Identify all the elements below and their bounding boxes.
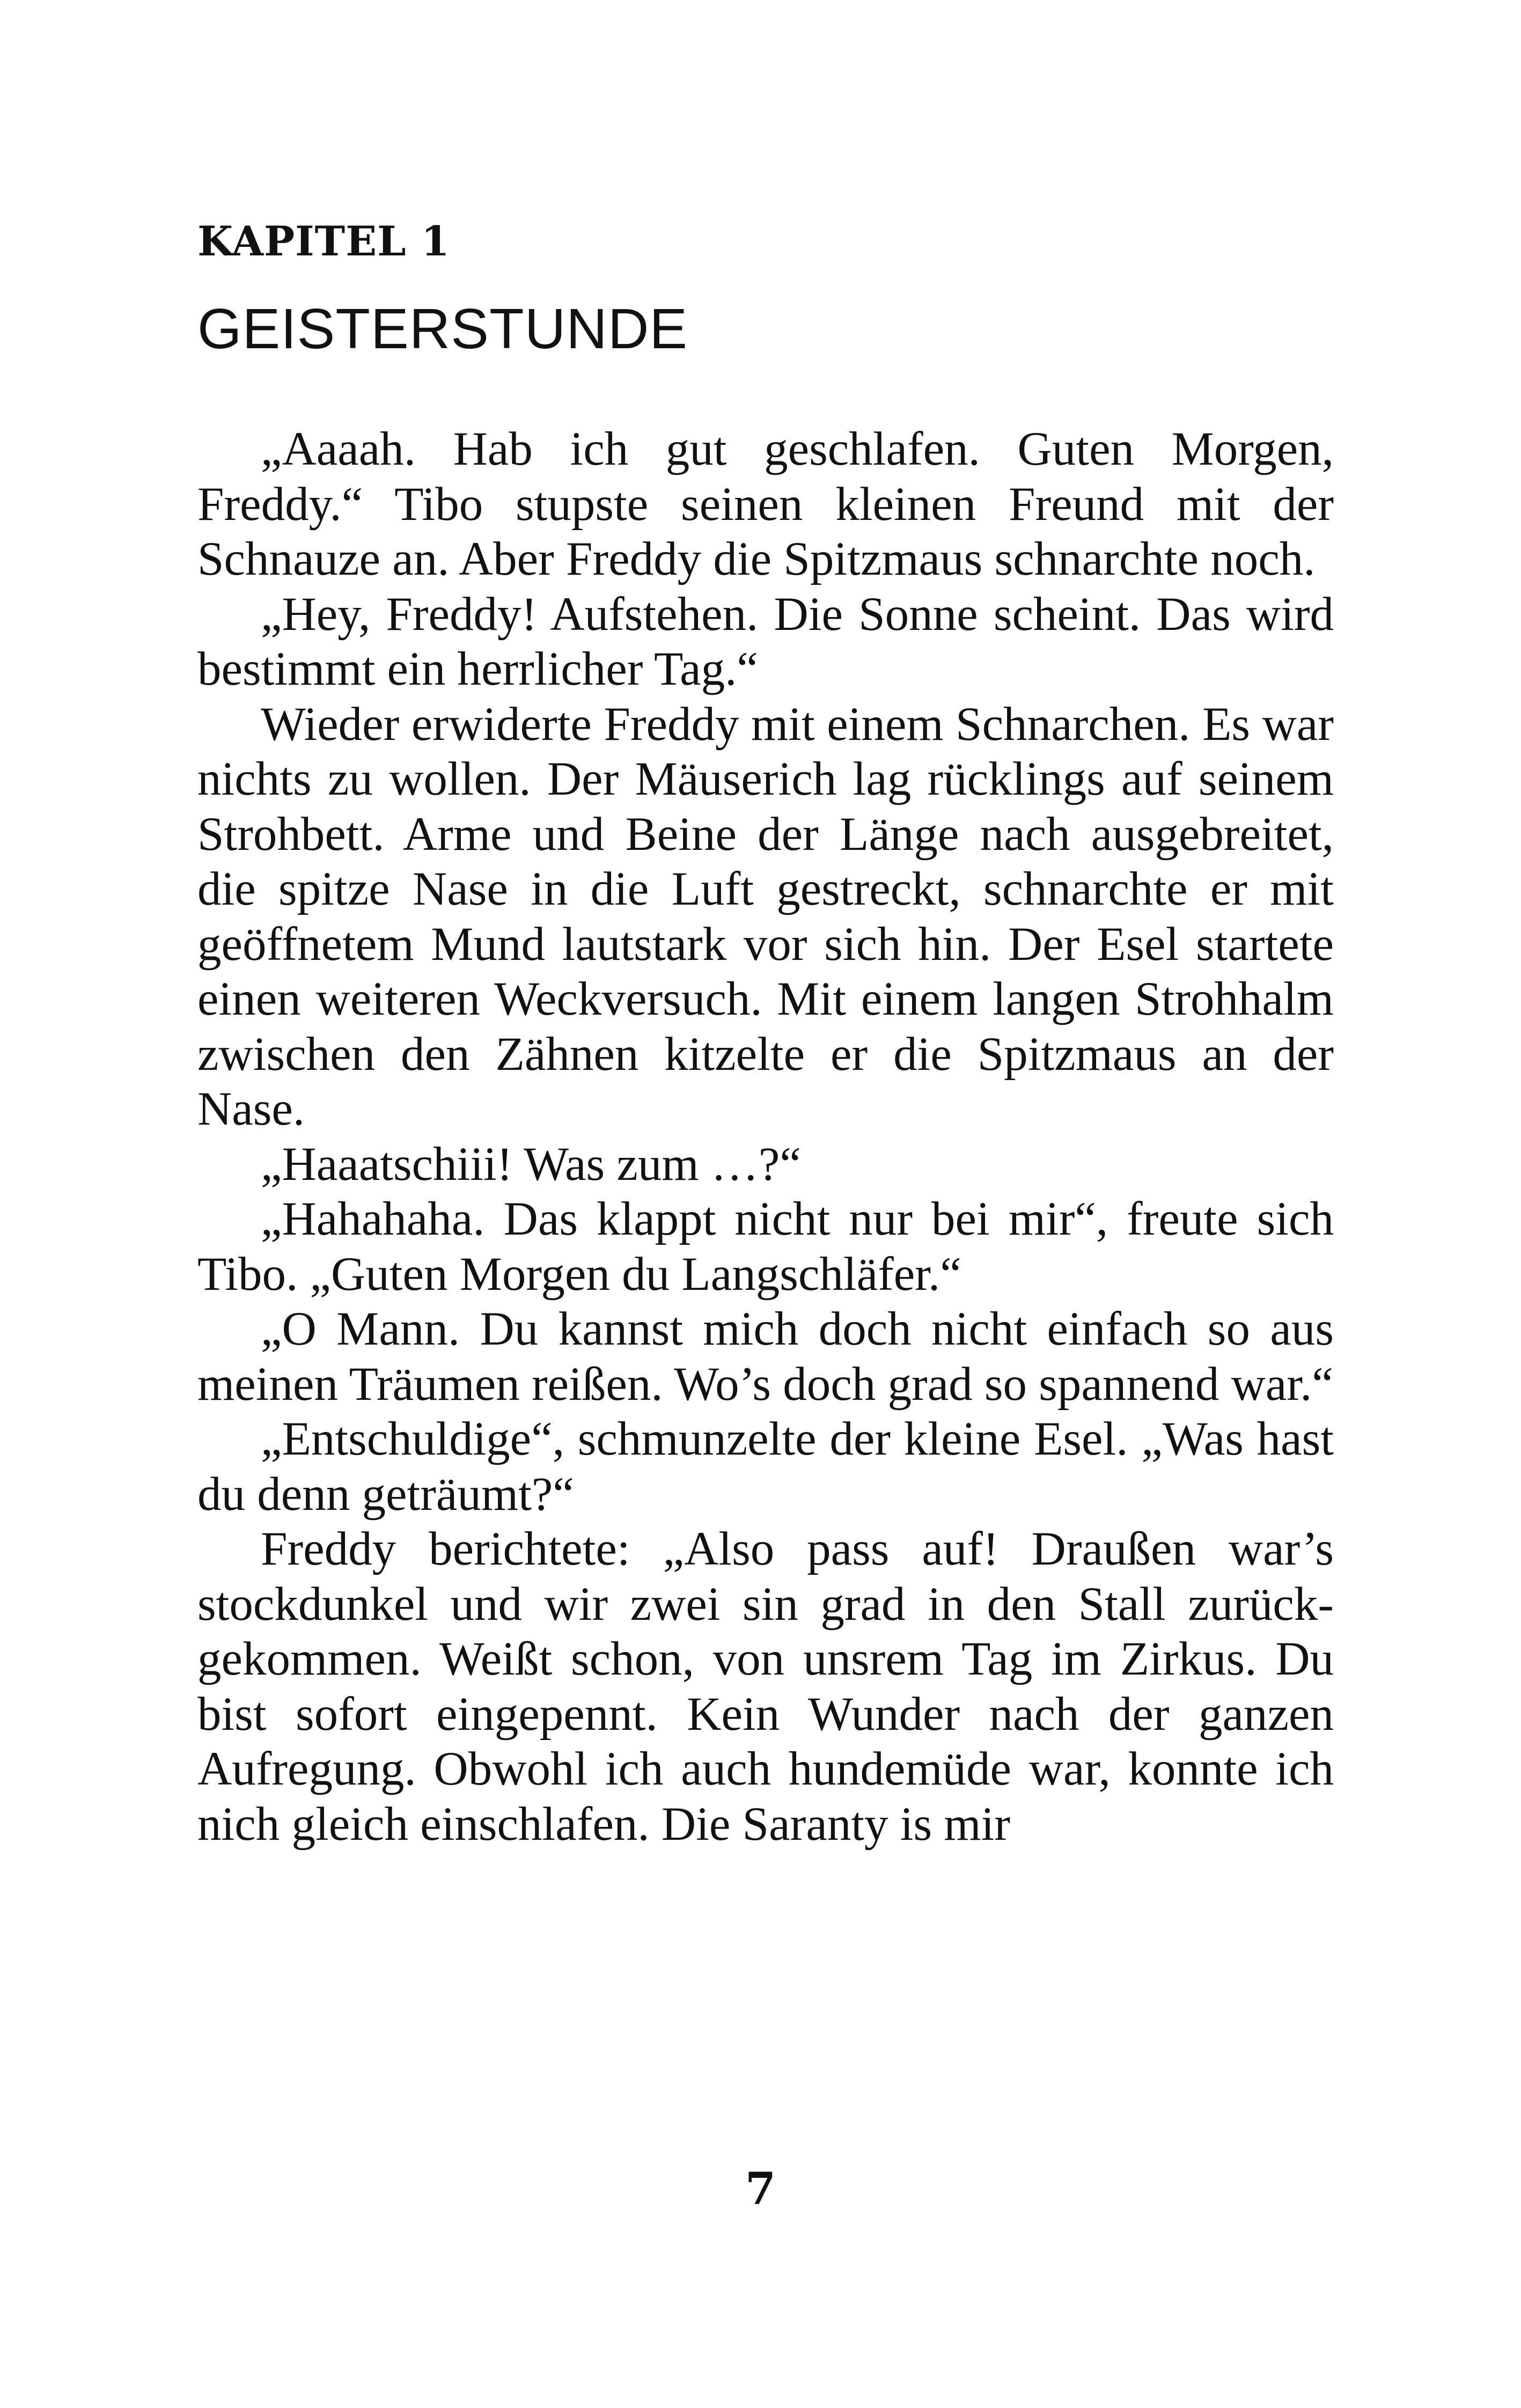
chapter-body bbox=[197, 422, 1334, 1852]
paragraph: „Hahahaha. Das klappt nicht nur bei mir“, freute sich Tibo. „Guten Morgen du Langschläfer.“ bbox=[197, 1193, 1334, 1301]
chapter-title: GEISTERSTUNDE bbox=[197, 297, 688, 361]
paragraph: „Aaaah. Hab ich gut geschlafen. Guten Morgen, Freddy.“ Tibo stupste seinen kleinen Freund mit der Schnauze an. Aber Freddy die Spitzmaus schnarchte noch. bbox=[197, 423, 1334, 585]
paragraph: „Hey, Freddy! Aufstehen. Die Sonne scheint. Das wird bestimmt ein herrlicher Tag.“ bbox=[197, 588, 1334, 695]
paragraph: Freddy berichtete: „Also pass auf! Draußen war’s stockdunkel und wir zwei sin grad in den Stall zurückgekommen. Weißt schon, von unsrem Tag im Zirkus. Du bist sofort eingepennt. Kein Wunder nach der ganzen Aufregung. Obwohl ich auch hundemüde war, konnte ich nich gleich einschlafen. Die Saranty is mir bbox=[197, 1523, 1334, 1851]
chapter-label: KAPITEL 1 bbox=[197, 217, 450, 265]
paragraph: Wieder erwiderte Freddy mit einem Schnarchen. Es war nichts zu wollen. Der Mäuserich lag rücklings auf seinem Strohbett. Arme und Beine der Länge nach ausgebreitet, die spitze Nase in die Luft gestreckt, schnarchte er mit geöffnetem Mund lautstark vor sich hin. Der Esel startete einen weiteren Weckversuch. Mit einem langen Strohhalm zwischen den Zähnen kitzelte er die Spitzmaus an der Nase. bbox=[197, 698, 1334, 1135]
paragraph: „O Mann. Du kannst mich doch nicht einfach so aus meinen Träumen reißen. Wo’s doch grad so spannend war.“ bbox=[197, 1303, 1334, 1411]
paragraph: „Haaatschiii! Was zum …?“ bbox=[261, 1137, 801, 1191]
page-number: 7 bbox=[745, 2163, 776, 2215]
paragraph: „Entschuldige“, schmunzelte der kleine Esel. „Was hast du denn geträumt?“ bbox=[197, 1413, 1334, 1521]
